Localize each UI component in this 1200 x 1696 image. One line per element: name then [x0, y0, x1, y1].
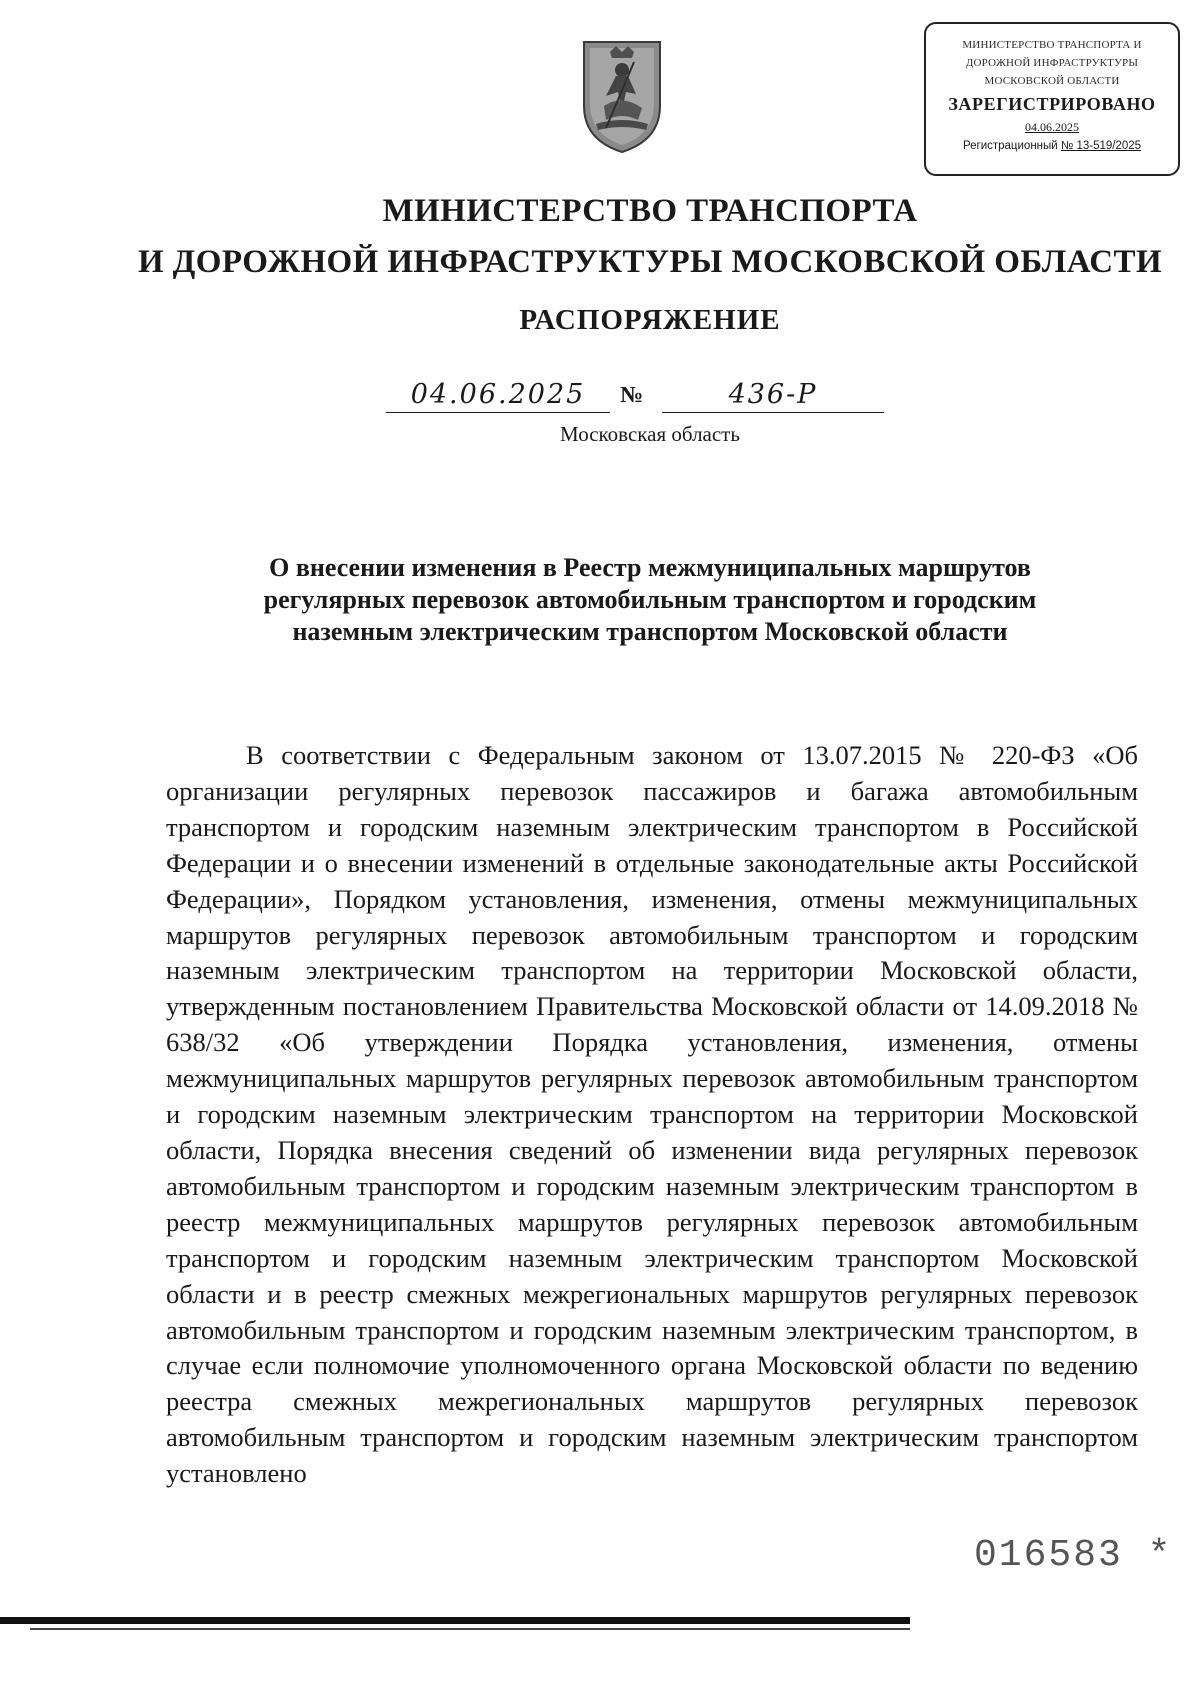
- subject-line2: регулярных перевозок автомобильным транспортом и городским: [263, 585, 1037, 614]
- subject-line1: О внесении изменения в Реестр межмуниципальных маршрутов: [269, 553, 1031, 582]
- stamp-date: 04.06.2025: [1025, 120, 1079, 134]
- registration-stamp: [924, 22, 1180, 176]
- body-paragraph: В соответствии с Федеральным законом от 13.07.2015 № 220-ФЗ «Об организации регулярных перевозок пассажиров и багажа автомобильным транспортом и городским наземным электрическим транспортом в Российской Федерации и о внесении изменений в отдельные законодательные акты Российской Федерации», Порядком установления, изменения, отмены межмуниципальных маршрутов регулярных перевозок автомобильным транспортом и городским наземным электрическим транспортом на территории Московской области, утвержденным постановлением Правительства Московской области от 14.09.2018 № 638/32 «Об утверждении Порядка установления, изменения, отмены межмуниципальных маршрутов регулярных перевозок автомобильным транспортом и городским наземным электрическим транспортом на территории Московской области, Порядка внесения сведений об изменении вида регулярных перевозок автомобильным транспортом и городским наземным электрическим транспортом в реестр межмуниципальных маршрутов регулярных перевозок автомобильным транспортом и городским наземным электрическим транспортом Московской области и в реестр смежных межрегиональных маршрутов регулярных перевозок автомобильным транспортом и городским наземным электрическим транспортом, в случае если полномочие уполномоченного органа Московской области по ведению реестра смежных межрегиональных маршрутов регулярных перевозок автомобильным транспортом и городским наземным электрическим транспортом установлено: [166, 740, 1138, 1489]
- scan-edge-line: [0, 1617, 910, 1624]
- document-type: РАСПОРЯЖЕНИЕ: [519, 304, 781, 336]
- stamp-reg-number: № 13-519/2025: [1060, 140, 1142, 152]
- stamp-status: ЗАРЕГИСТРИРОВАНО: [948, 94, 1156, 114]
- stamp-org-line2: ДОРОЖНОЙ ИНФРАСТРУКТУРЫ: [965, 57, 1139, 69]
- document-subject: [190, 552, 1110, 648]
- form-serial-number: 016583 *: [974, 1534, 1173, 1577]
- ministry-title: [100, 186, 1200, 288]
- ministry-title-line1: МИНИСТЕРСТВО ТРАНСПОРТА: [382, 193, 918, 229]
- subject-line3: наземным электрическим транспортом Московской области: [292, 617, 1008, 646]
- order-date-field: [386, 376, 610, 413]
- scan-edge-line-thin: [30, 1628, 910, 1630]
- ministry-title-line2: И ДОРОЖНОЙ ИНФРАСТРУКТУРЫ МОСКОВСКОЙ ОБЛАСТИ: [137, 244, 1163, 280]
- order-number: 436-Р: [728, 379, 818, 410]
- stamp-org-line1: МИНИСТЕРСТВО ТРАНСПОРТА И: [962, 39, 1142, 51]
- stamp-org-line3: МОСКОВСКОЙ ОБЛАСТИ: [984, 75, 1120, 87]
- order-number-field: [662, 376, 884, 413]
- place-of-issue: Московская область: [560, 422, 740, 446]
- number-sign: №: [620, 382, 644, 407]
- moscow-region-emblem-icon: [576, 36, 668, 156]
- stamp-reg-number-row: [926, 138, 1178, 154]
- order-date: 04.06.2025: [410, 379, 586, 410]
- stamp-reg-label: Регистрационный: [962, 140, 1058, 152]
